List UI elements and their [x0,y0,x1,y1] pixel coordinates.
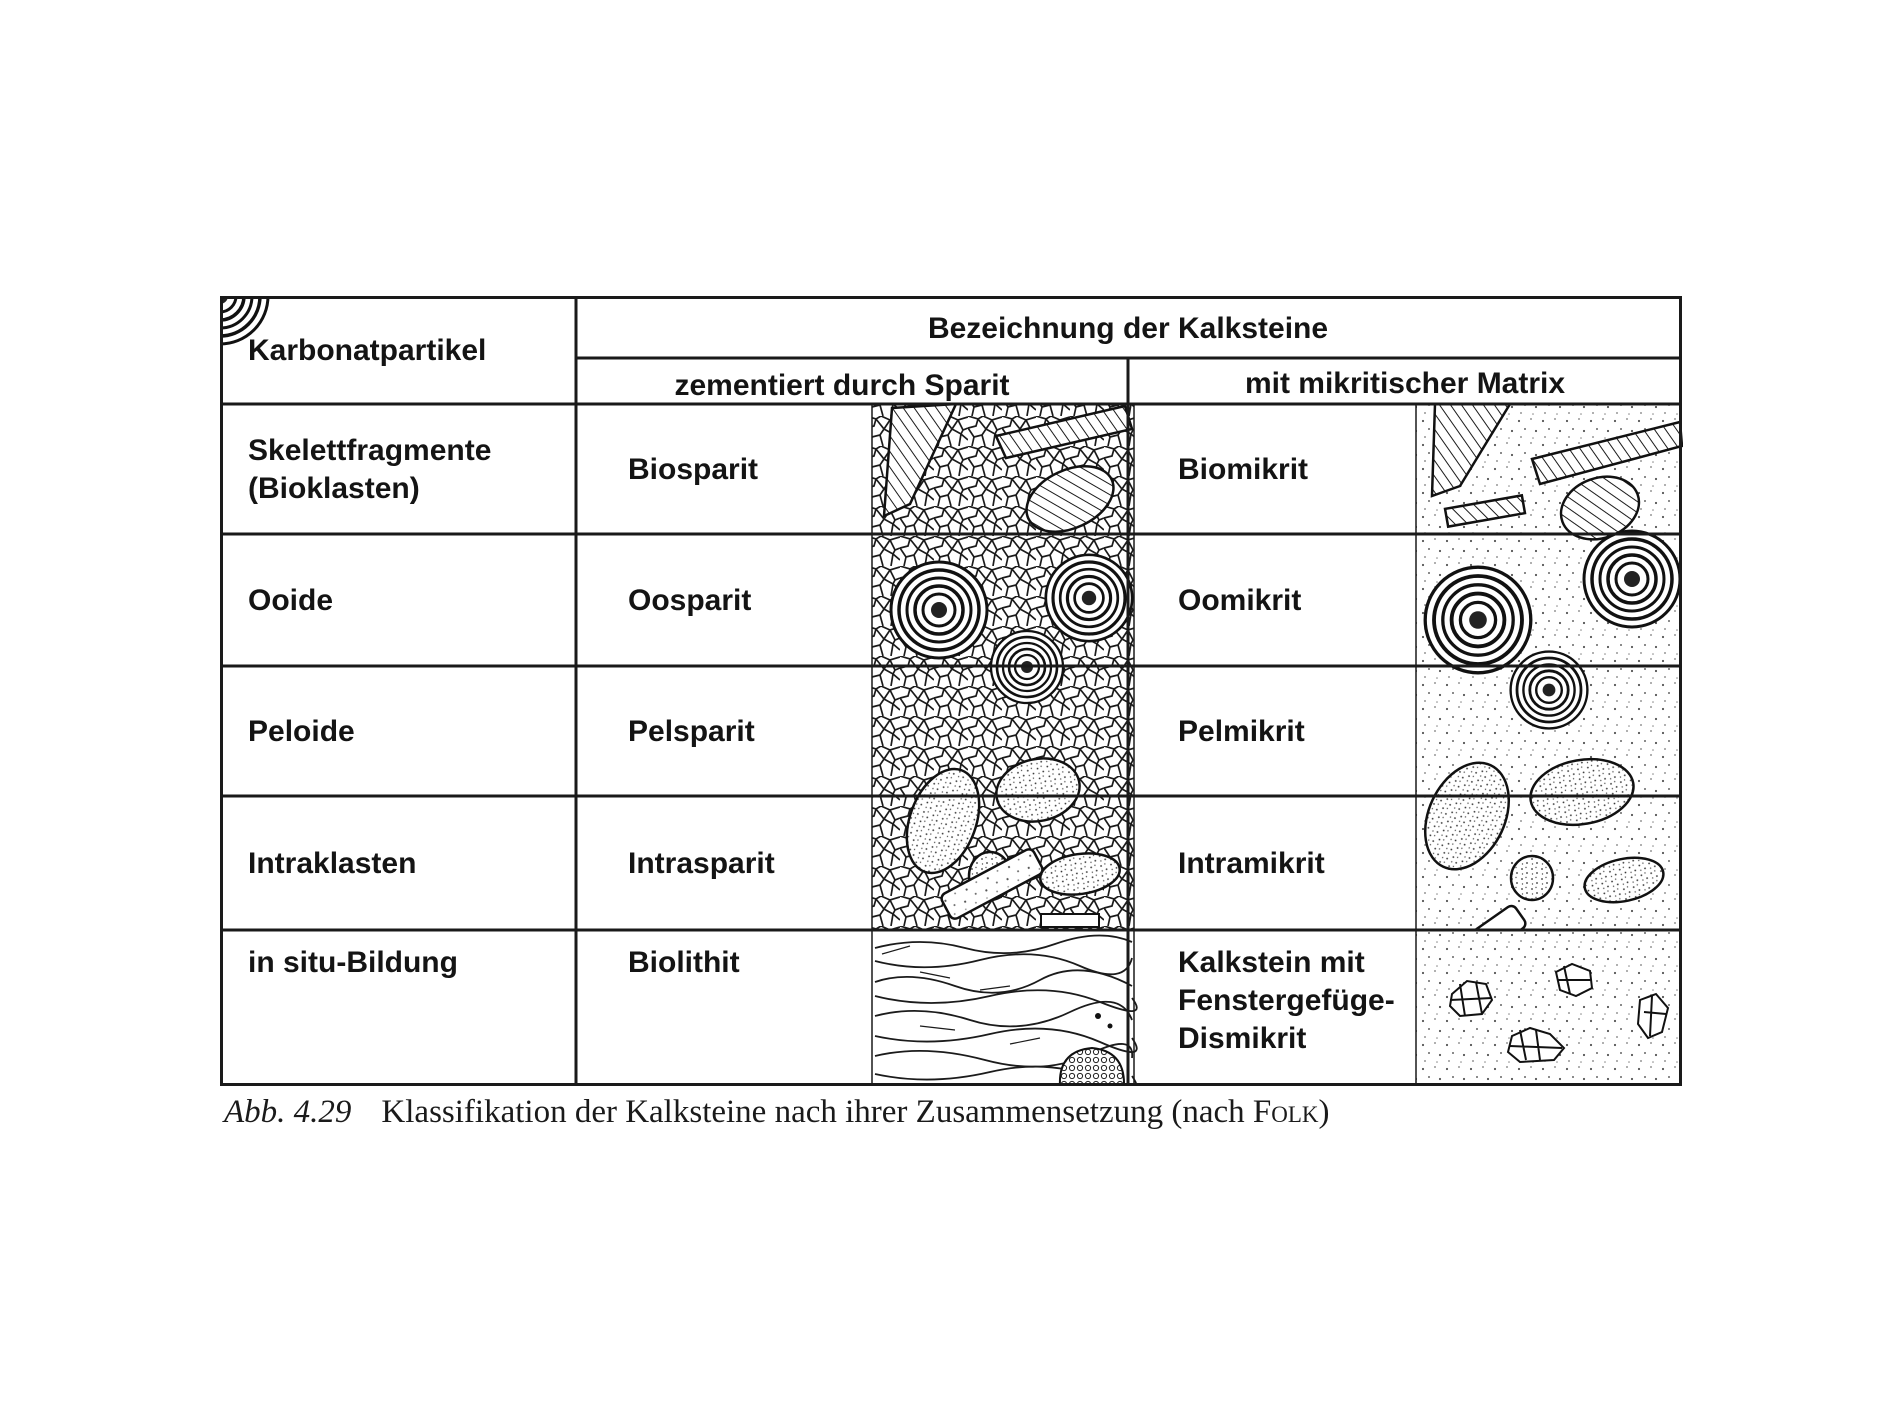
figure-caption [224,1094,1684,1131]
sparite-name: Intrasparit [628,847,775,880]
particle-label: (Bioklasten) [248,472,420,505]
micrite-name: Kalkstein mit [1178,946,1365,979]
sparite-name: Pelsparit [628,715,755,748]
particle-label: Ooide [248,584,334,617]
particle-label: Peloide [248,715,355,748]
caption-number: Abb. 4.29 [224,1094,352,1130]
header-mikrit: mit mikritischer Matrix [1244,367,1566,400]
caption-author: Folk [1252,1094,1319,1130]
micrite-name: Intramikrit [1178,847,1325,880]
header-bezeichnung: Bezeichnung der Kalksteine [927,312,1329,345]
particle-label: Intraklasten [248,847,417,880]
micrite-name: Oomikrit [1178,584,1302,617]
sparite-name: Biosparit [628,453,759,486]
classification-table [220,296,1683,1086]
micrite-name: Dismikrit [1178,1022,1307,1055]
micrite-name: Biomikrit [1178,453,1309,486]
micrite-name: Fenstergefüge- [1178,984,1395,1017]
sparite-name: Oosparit [628,584,752,617]
header-sparit: zementiert durch Sparit [674,369,1010,402]
caption-text: Klassifikation der Kalksteine nach ihrer Zusammensetzung (nach [381,1094,1253,1130]
particle-label: Skelettfragmente [248,434,492,467]
classification-figure [220,296,1683,1086]
header-karbonatpartikel: Karbonatpartikel [248,334,487,367]
particle-label: in situ-Bildung [248,946,458,979]
sparite-name: Biolithit [628,946,740,979]
caption-close: ) [1318,1094,1330,1130]
micrite-name: Pelmikrit [1178,715,1305,748]
